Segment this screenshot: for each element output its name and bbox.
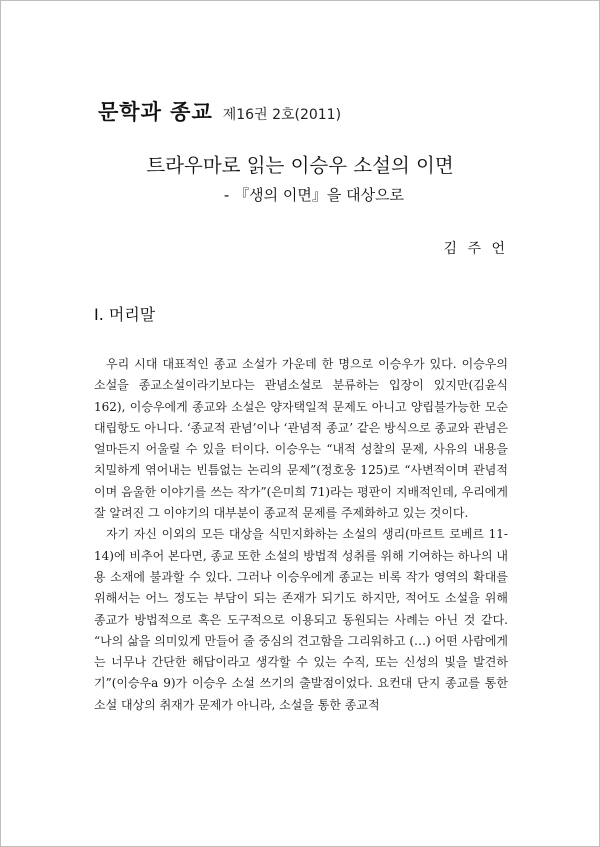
journal-header xyxy=(98,96,341,126)
journal-issue: 제16권 2호(2011) xyxy=(222,107,342,123)
paragraph: 자기 자신 이외의 모든 대상을 식민지화하는 소설의 생리(마르트 로베르 11-14)에 비추어 본다면, 종교 또한 소설의 방법적 성취를 위해 기여하는 하나의 내용 소재에 불과할 수 있다. 그러나 이승우에게 종교는 비록 작가 영역의 확대를 위해서는 어느 정도는 부담이 되는 존재가 되기도 하지만, 적어도 소설을 위해 종교가 방법적으로 혹은 도구적으로 이용되고 동원되는 사례는 아닌 것 같다. “나의 삶을 의미있게 만들어 줄 중심의 견고함을 그리워하고 (…) 어떤 사람에게는 너무나 간단한 해답이라고 생각할 수 있는 수직, 또는 신성의 빛을 발견하기”(이승우a 9)가 이승우 소설 쓰기의 출발점이었다. 요컨대 단지 종교를 통한 소설 대상의 취재가 문제가 아니라, 소설을 통한 종교적 xyxy=(94,527,508,712)
author-name: 김 주 언 xyxy=(443,241,508,257)
article-subtitle: - 『생의 이면』을 대상으로 xyxy=(223,186,405,204)
body-text xyxy=(94,354,508,716)
paragraph: 우리 시대 대표적인 종교 소설가 가운데 한 명으로 이승우가 있다. 이승우의 소설을 종교소설이라기보다는 관념소설로 분류하는 입장이 있지만(김윤식 162), 이승우에게 종교와 소설은 양자택일적 문제도 아니고 양립불가능한 모순 대립항도 아니다. ‘종교적 관념’이나 ‘관념적 종교’ 같은 방식으로 종교와 관념은 얼마든지 어울릴 수 있을 터이다. 이승우는 “내적 성찰의 문제, 사유의 내용을 치밀하게 엮어내는 빈틈없는 논리의 문제”(정호웅 125)로 “사변적이며 관념적이며 음울한 이야기를 쓰는 작가”(은미희 71)라는 평판이 지배적인데, 우리에게 잘 알려진 그 이야기의 대부분이 종교적 문제를 주제화하고 있는 것이다. xyxy=(94,357,508,521)
journal-name: 문학과 종교 xyxy=(98,100,213,124)
article-title: 트라우마로 읽는 이승우 소설의 이면 xyxy=(146,154,454,177)
section-heading: I. 머리말 xyxy=(94,305,156,324)
